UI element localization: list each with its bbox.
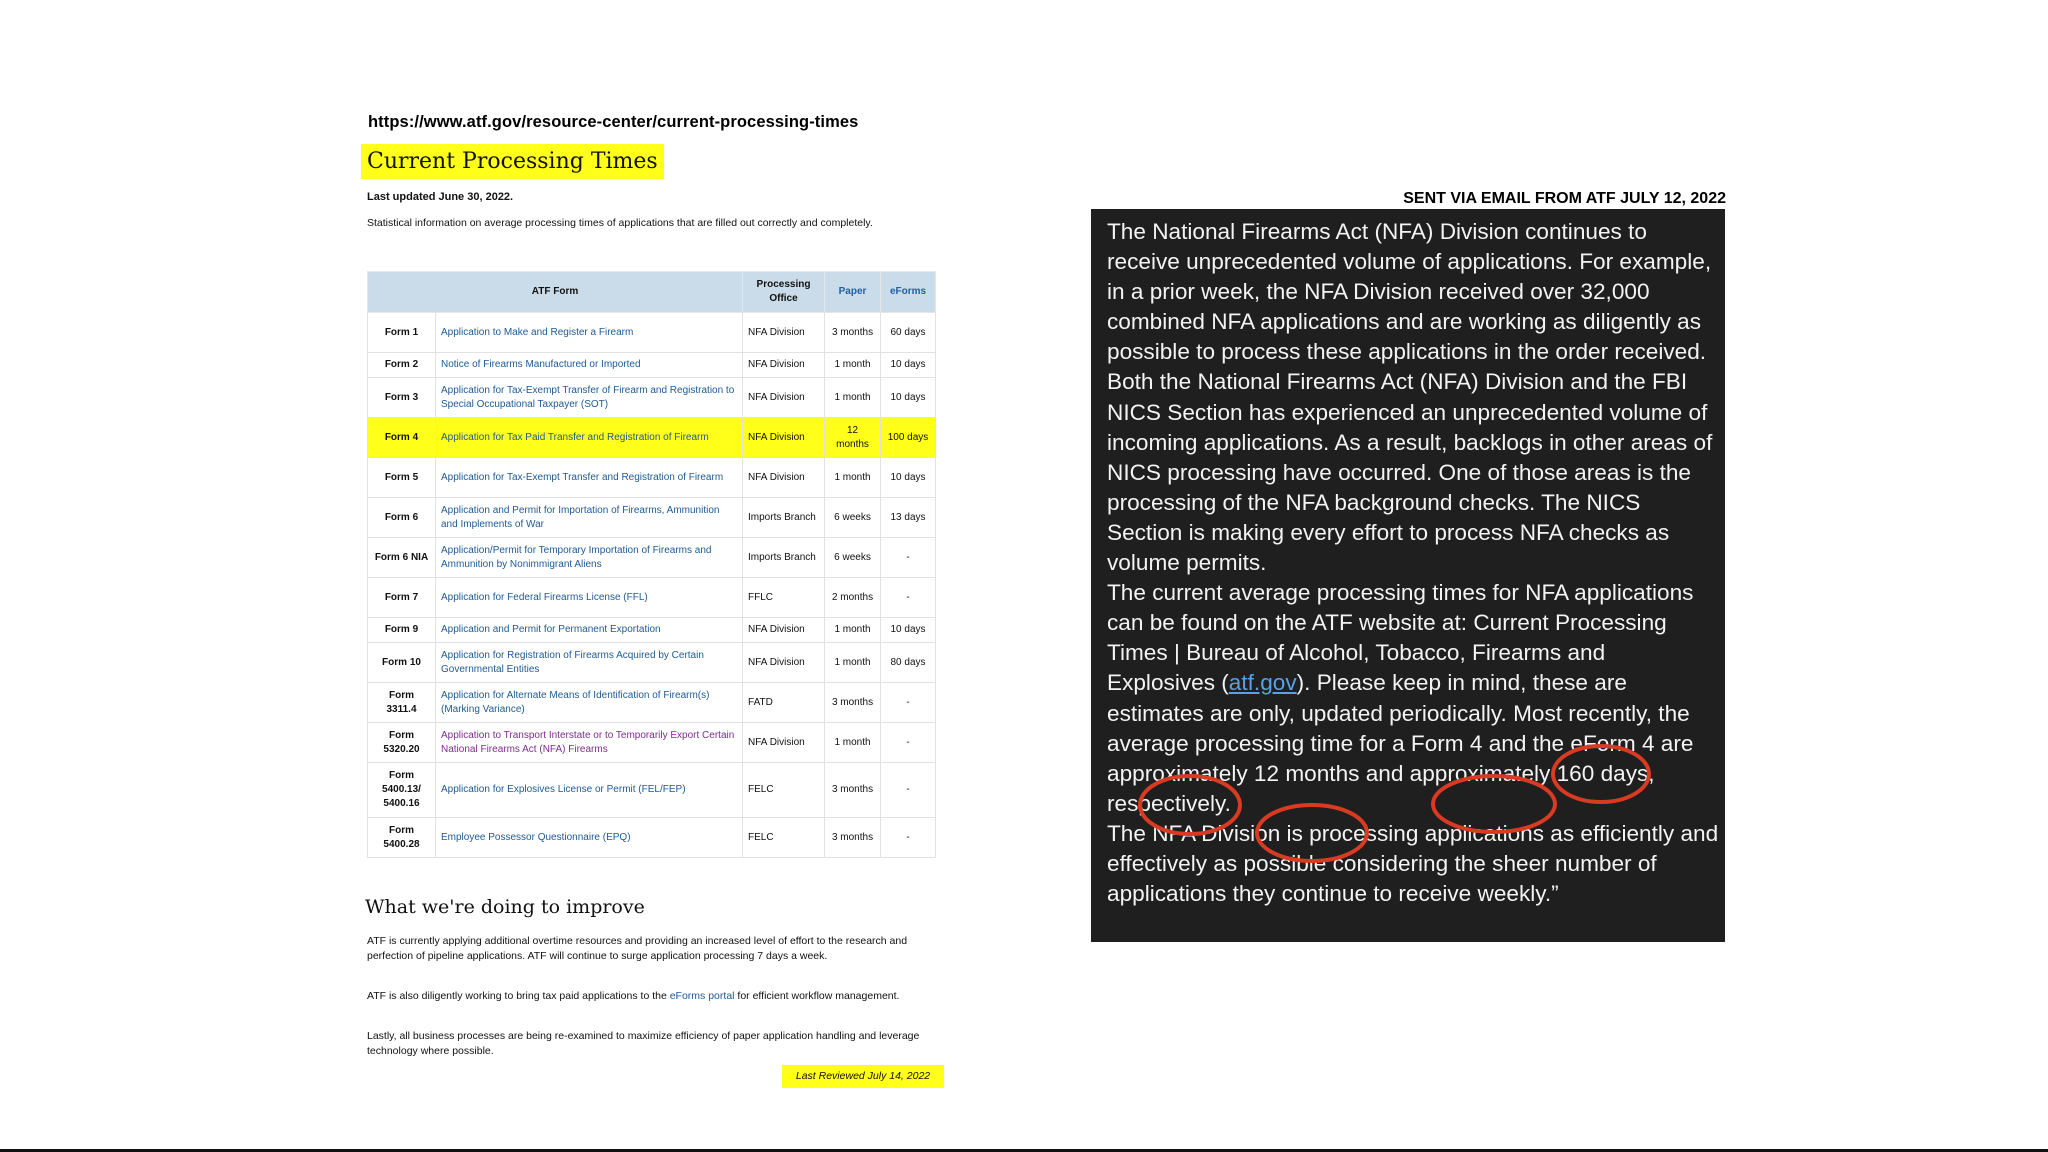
form-cell: Form 7: [368, 578, 436, 618]
form-cell: Form 5: [368, 458, 436, 498]
table-row: [368, 818, 936, 858]
application-link[interactable]: Application for Registration of Firearms Acquired by Certain Governmental Entities: [436, 643, 743, 683]
improve-paragraph-1: ATF is currently applying additional overtime resources and providing an increased level of effort to the research and perfection of pipeline applications. ATF will continue to surge application processing 7 days a week.: [367, 935, 908, 962]
office-cell: NFA Division: [743, 643, 825, 683]
processing-times-table: [367, 271, 936, 858]
table-row: [368, 418, 936, 458]
table-row: [368, 763, 936, 818]
table-row: [368, 578, 936, 618]
paper-time-cell: 3 months: [825, 818, 881, 858]
office-cell: Imports Branch: [743, 538, 825, 578]
paper-time-cell: 6 weeks: [825, 498, 881, 538]
office-cell: NFA Division: [743, 313, 825, 353]
table-header-row: [368, 272, 936, 313]
improve-heading: What we're doing to improve: [365, 896, 645, 918]
eforms-time-cell: 10 days: [881, 458, 936, 498]
office-cell: FELC: [743, 763, 825, 818]
application-link[interactable]: Application for Tax-Exempt Transfer of Firearm and Registration to Special Occupational Taxpayer (SOT): [436, 378, 743, 418]
form-cell: Form 5400.13/ 5400.16: [368, 763, 436, 818]
eforms-time-cell: 10 days: [881, 378, 936, 418]
application-link[interactable]: Application to Transport Interstate or to Temporarily Export Certain National Firearms Act (NFA) Firearms: [436, 723, 743, 763]
application-link[interactable]: Application and Permit for Importation of Firearms, Ammunition and Implements of War: [436, 498, 743, 538]
office-cell: NFA Division: [743, 618, 825, 643]
atf-gov-link[interactable]: atf.gov: [1228, 670, 1297, 696]
application-link[interactable]: Application/Permit for Temporary Importation of Firearms and Ammunition by Nonimmigrant Aliens: [436, 538, 743, 578]
table-row: [368, 353, 936, 378]
improve-paragraph-3: Lastly, all business processes are being re-examined to maximize efficiency of paper application handling and leverage technology where possible.: [367, 1030, 920, 1057]
email-caption: SENT VIA EMAIL FROM ATF JULY 12, 2022: [1403, 190, 1726, 207]
office-cell: NFA Division: [743, 378, 825, 418]
office-cell: NFA Division: [743, 418, 825, 458]
form-cell: Form 5400.28: [368, 818, 436, 858]
office-cell: NFA Division: [743, 723, 825, 763]
page-title: Current Processing Times: [361, 144, 664, 179]
eforms-time-cell: 10 days: [881, 353, 936, 378]
circle-form-4: [1553, 746, 1649, 802]
circle-160-days: [1257, 805, 1367, 861]
table-row: [368, 723, 936, 763]
last-reviewed: Last Reviewed July 14, 2022: [782, 1065, 944, 1088]
form-cell: Form 6 NIA: [368, 538, 436, 578]
application-link[interactable]: Application for Tax-Exempt Transfer and Registration of Firearm: [436, 458, 743, 498]
application-link[interactable]: Application for Federal Firearms License (FFL): [436, 578, 743, 618]
form-cell: Form 2: [368, 353, 436, 378]
application-link[interactable]: Employee Possessor Questionnaire (EPQ): [436, 818, 743, 858]
application-link[interactable]: Notice of Firearms Manufactured or Imported: [436, 353, 743, 378]
form-cell: Form 4: [368, 418, 436, 458]
eforms-time-cell: 80 days: [881, 643, 936, 683]
eforms-time-cell: -: [881, 763, 936, 818]
eforms-portal-link[interactable]: eForms portal: [669, 990, 735, 1002]
table-row: [368, 683, 936, 723]
paper-time-cell: 1 month: [825, 353, 881, 378]
email-excerpt-box: [1091, 209, 1725, 942]
paper-time-cell: 1 month: [825, 723, 881, 763]
form-cell: Form 3: [368, 378, 436, 418]
paper-time-cell: 3 months: [825, 683, 881, 723]
table-row: [368, 618, 936, 643]
paper-time-cell: 6 weeks: [825, 538, 881, 578]
page-url: https://www.atf.gov/resource-center/current-processing-times: [368, 113, 859, 131]
application-link[interactable]: Application and Permit for Permanent Exportation: [436, 618, 743, 643]
p2-text-pre: ATF is also diligently working to bring tax paid applications to the: [367, 990, 670, 1002]
paper-time-cell: 3 months: [825, 313, 881, 353]
annotation-circles: [1091, 209, 1725, 942]
table-row: [368, 498, 936, 538]
eforms-time-cell: -: [881, 723, 936, 763]
office-cell: FFLC: [743, 578, 825, 618]
form-cell: Form 6: [368, 498, 436, 538]
form-cell: Form 9: [368, 618, 436, 643]
header-processing-office: Processing Office: [743, 272, 825, 313]
email-text-part-2: ). Please keep in mind, these are estimates are only, updated periodically. Most recently, the average processing time for a Form 4 and the eForm 4 are approximately 12 months and approximately 160 days, respectively. The NFA Division is processing applications as efficiently and effectively as possible considering the sheer number of applications they continue to receive weekly.”: [1107, 670, 1719, 907]
office-cell: NFA Division: [743, 458, 825, 498]
paper-time-cell: 1 month: [825, 643, 881, 683]
form-cell: Form 10: [368, 643, 436, 683]
table-row: [368, 643, 936, 683]
last-updated: Last updated June 30, 2022.: [367, 191, 514, 203]
table-row: [368, 458, 936, 498]
paper-time-cell: 12 months: [825, 418, 881, 458]
p2-text-post: for efficient workflow management.: [734, 990, 900, 1002]
header-atf-form: ATF Form: [368, 272, 743, 313]
application-link[interactable]: Application for Tax Paid Transfer and Registration of Firearm: [436, 418, 743, 458]
application-link[interactable]: Application to Make and Register a Firearm: [436, 313, 743, 353]
paper-time-cell: 1 month: [825, 618, 881, 643]
paper-time-cell: 1 month: [825, 458, 881, 498]
office-cell: FELC: [743, 818, 825, 858]
eforms-time-cell: 13 days: [881, 498, 936, 538]
improve-paragraph-2: [367, 989, 937, 1004]
office-cell: FATD: [743, 683, 825, 723]
paper-time-cell: 3 months: [825, 763, 881, 818]
eforms-time-cell: 60 days: [881, 313, 936, 353]
header-paper: Paper: [825, 272, 881, 313]
eforms-time-cell: 100 days: [881, 418, 936, 458]
office-cell: Imports Branch: [743, 498, 825, 538]
table-row: [368, 378, 936, 418]
intro-text: Statistical information on average processing times of applications that are filled out correctly and completely.: [367, 217, 873, 229]
eforms-time-cell: -: [881, 818, 936, 858]
eforms-time-cell: -: [881, 578, 936, 618]
form-cell: Form 5320.20: [368, 723, 436, 763]
eforms-time-cell: -: [881, 683, 936, 723]
header-eforms: eForms: [881, 272, 936, 313]
paper-time-cell: 2 months: [825, 578, 881, 618]
circle-eform-4: [1140, 776, 1240, 834]
form-cell: Form 3311.4: [368, 683, 436, 723]
paper-time-cell: 1 month: [825, 378, 881, 418]
office-cell: NFA Division: [743, 353, 825, 378]
application-link[interactable]: Application for Alternate Means of Identification of Firearm(s) (Marking Variance): [436, 683, 743, 723]
email-text-part-1: The National Firearms Act (NFA) Division continues to receive unprecedented volume of applications. For example, in a prior week, the NFA Division received over 32,000 combined NFA applications and are working as diligently as possible to process these applications in the order received. Both the National Firearms Act (NFA) Division and the FBI NICS Section has experienced an unprecedented volume of incoming applications. As a result, backlogs in other areas of NICS processing have occurred. One of those areas is the processing of the NFA background checks. The NICS Section is making every effort to process NFA checks as volume permits. The current average processing times for NFA applications can be found on the ATF website at: Current Processing Times | Bureau of Alcohol, Tobacco, Firearms and Explosives (: [1107, 219, 1713, 696]
circle-12-months: [1433, 776, 1555, 832]
form-cell: Form 1: [368, 313, 436, 353]
table-row: [368, 313, 936, 353]
eforms-time-cell: -: [881, 538, 936, 578]
eforms-time-cell: 10 days: [881, 618, 936, 643]
application-link[interactable]: Application for Explosives License or Permit (FEL/FEP): [436, 763, 743, 818]
table-row: [368, 538, 936, 578]
